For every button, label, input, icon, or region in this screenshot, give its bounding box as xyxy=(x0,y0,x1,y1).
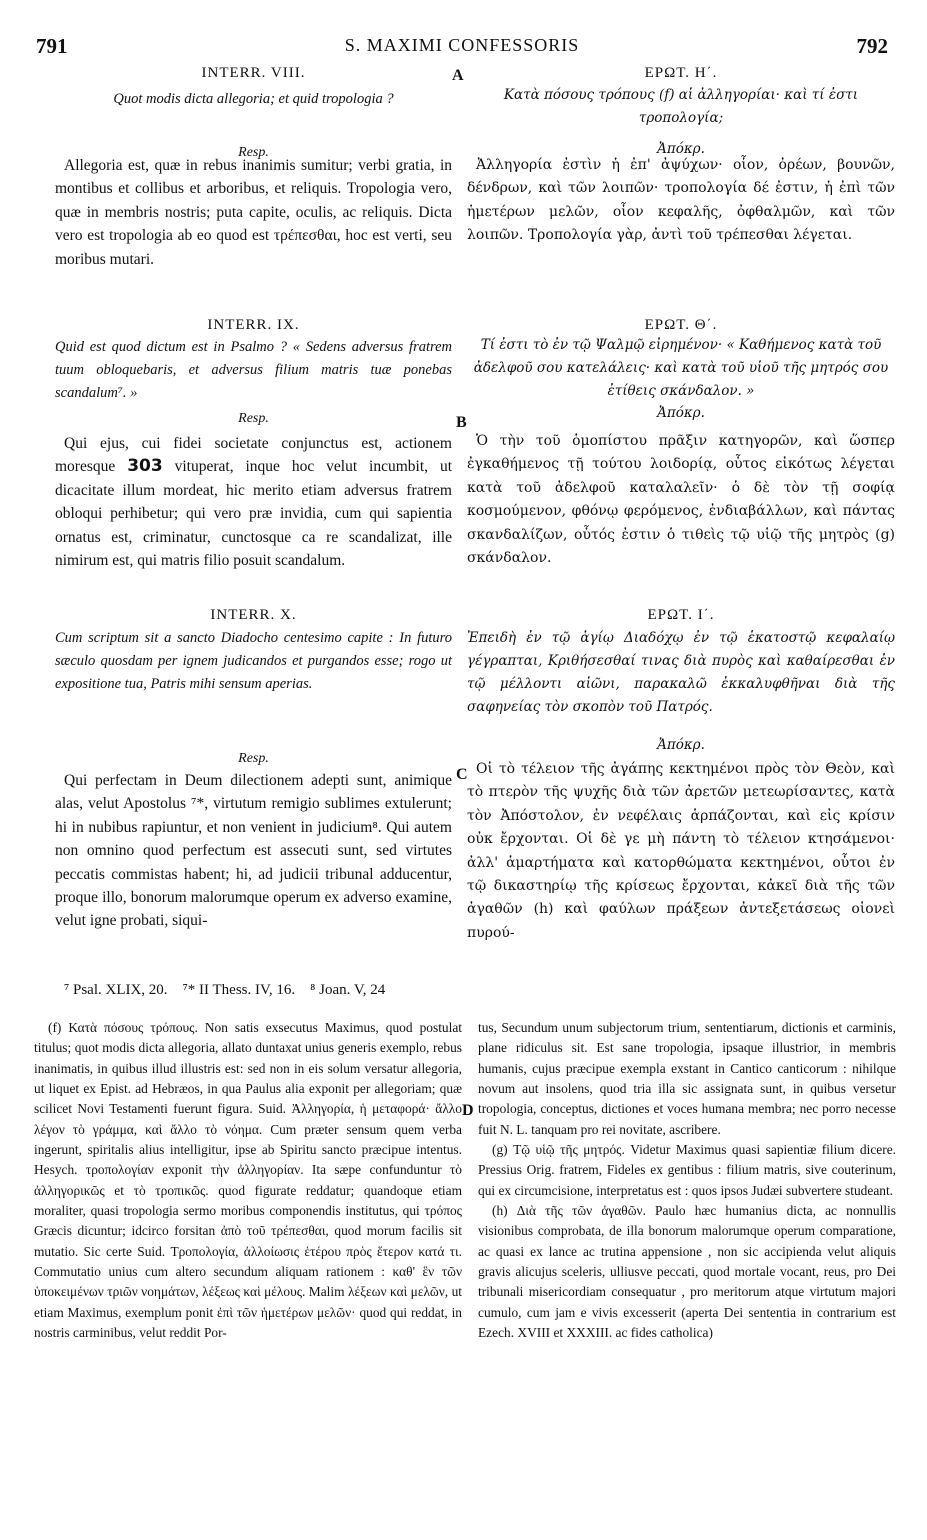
footnote-7: ⁷ Psal. XLIX, 20. xyxy=(64,982,168,998)
latin-body-9 xyxy=(55,432,452,572)
latin-heading-8: INTERR. VIII. xyxy=(201,65,306,81)
greek-question-10: Ἐπειδὴ ἐν τῷ ἁγίῳ Διαδόχῳ ἐν τῷ ἑκατοστῷ κεφαλαίῳ γέγραπται, Κριθήσεσθαί τινας διὰ πυρὸς καὶ καθαίρεσθαι ἐν τῷ μέλλοντι αἰῶνι, παρακαλῶ ἐκκαλυφθῆναι διὰ τῆς σαφηνείας τὸν σκοπὸν τοῦ Πατρός. xyxy=(467,630,895,715)
notes-left-column xyxy=(34,1018,462,1344)
marker-a: A xyxy=(452,67,464,84)
greek-question-9: Τί ἐστι τὸ ἐν τῷ Ψαλμῷ εἰρημένον· « Καθήμενος κατὰ τοῦ ἀδελφοῦ σου κατελάλεις· καὶ κατὰ τοῦ υἱοῦ τῆς μητρός σου ἐτίθεις σκάνδαλον. » xyxy=(473,337,889,399)
latin-body-8: Allegoria est, quæ in rebus inanimis sumitur; verbi gratia, in montibus et collibus et arboribus, et reliquis. Tropologia vero, quæ in membris nostris; puta capite, oculis, ac reliquis. Dicta vero est tropologia ab eo quod est τρέπεσθαι, hoc est verti, seu moribus mutari. xyxy=(55,157,452,268)
greek-resp-label-10: Ἀπόκρ. xyxy=(657,737,705,753)
greek-heading-10: ΕΡΩΤ. Ι΄. xyxy=(647,607,715,623)
note-f: (f) Κατὰ πόσους τρόπους. Non satis exsecutus Maximus, quod postulat titulus; quot modis dicta allegoria, allato duntaxat unius generis exemplo, rebus inanimatis, in quibus illud illustris est: sed non in eis solum versatur allegoria, ut liquet ex Epist. ad Hebræos, in qua Paulus alia exponit per allegoriam; quæ scilicet Novi Testamenti fuerunt figura. Suid. Ἀλληγορία, ἡ μεταφορά· ἄλλο λέγον τὸ γράμμα, καὶ ἄλλο τὸ νόημα. Cum præter sensum quem verba ingerunt, spiritalis alius intelligitur, ipse ab Spiritu sancto præcipue intentus. Hesych. τροπολογίαν exponit τὴν ἀλληγορίαν. Ita sæpe confunduntur τὸ ἀλληγορικῶς et τὸ τροπικῶς. quod figurate reddatur; quandoque etiam moraliter, quasi tropologia sermo moribus componendis institutus, qui τρόπος Græcis dicuntur; idcirco forsitan ἀπὸ τοῦ τρέπεσθαι, quod morum facilis sit mutatio. Sic certe Suid. Τροπολογία, ἀλλοίωσις ἑτέρου πρὸς ἕτερον κατά τι. Commutatio unius cum altero secundum aliquam rationem : καθ' ἓν τῶν ὑποκειμένων τριῶν νοημάτων, λέξεως καὶ μέλους. Malim λέξεων καὶ μελῶν, ut etiam Maximus, exemplum ponit ἐπὶ τῶν ἡμετέρων μελῶν· quod qui reddat, in nostris carminibus, velut reddit Por- xyxy=(34,1020,462,1341)
latin-resp-label-8: Resp. xyxy=(238,145,269,160)
latin-heading-9: INTERR. IX. xyxy=(207,317,300,333)
greek-heading-9: ΕΡΩΤ. Θ΄. xyxy=(644,317,718,333)
note-g: (g) Τῷ υἱῷ τῆς μητρός. Videtur Maximus quasi sapientiæ filium dicere. Pressius Orig. fratrem, Fideles ex gentibus : filium matris, sive couterinum, qui ex circumcisione, interpretatus est : quos ipsos Judæi subvertere studeant. xyxy=(478,1142,896,1198)
marker-b: B xyxy=(456,414,467,431)
latin-question-10: Cum scriptum sit a sancto Diadocho centesimo capite : In futuro sæculo quosdam per ignem judicandos et purgandos esse; rogo ut expositione tua, Patris mihi sensum aperias. xyxy=(55,630,452,692)
greek-body-10: Οἱ τὸ τέλειον τῆς ἀγάπης κεκτημένοι πρὸς τὸν Θεὸν, καὶ τὸ πτερὸν τῆς ψυχῆς διὰ τῶν ἀρετῶν μετεωρίσαντες, κατὰ τὸν Ἀπόστολον, ἐν νεφέλαις ἁρπάζονται, καὶ εἰς κρίσιν οὐκ ἔρχονται. Οἱ δὲ γε μὴ πάντη τὸ τέλειον κτησάμενοι· ἀλλ' ἁμαρτήματα καὶ κατορθώματα κεκτημένοι, οὗτοι ἐν τῷ δικαστηρίῳ τῆς κρίσεως ἔρχονται, κἀκεῖ διὰ τῆς τῶν ἀγαθῶν (h) καὶ φαύλων πράξεων ἀντεξετάσεως οἱονεὶ πυρού- xyxy=(467,761,895,941)
latin-body-9-end: vituperat, inque hoc velut incumbit, ut dicacitate illum mordeat, hic merito etiam adversus fratrem obloqui perhibetur; qui vero præ invidia, cum qui sapientia ornatus est, criminatur, cunctosque ca re scandalizat, ille nimirum est, qui matris filio posuit scandalum. xyxy=(55,458,453,570)
latin-body-9-start: Qui ejus, cui fidei societate conjunctus est, actionem moresque xyxy=(55,435,452,476)
latin-resp-label-9: Resp. xyxy=(238,411,269,426)
footnote-7a: ⁷* II Thess. IV, 16. xyxy=(182,982,296,998)
page-number-left: 791 xyxy=(36,34,68,58)
greek-heading-8: ΕΡΩΤ. Η΄. xyxy=(644,65,718,81)
greek-question-8: Κατὰ πόσους τρόπους (f) αἱ ἀλληγορίαι· καὶ τί ἐστι τροπολογία; xyxy=(503,87,859,126)
latin-resp-label-10: Resp. xyxy=(238,751,269,766)
running-title: S. MAXIMI CONFESSORIS xyxy=(344,35,580,55)
greek-resp-label-8: Ἀπόκρ. xyxy=(657,141,705,157)
latin-heading-10: INTERR. X. xyxy=(210,607,297,623)
marker-c: C xyxy=(456,766,468,783)
notes-right-column xyxy=(478,1018,896,1344)
running-head xyxy=(36,34,888,60)
greek-resp-label-9: Ἀπόκρ. xyxy=(657,405,705,421)
latin-question-9: Quid est quod dictum est in Psalmo ? « Sedens adversus fratrem tuum obloquebaris, et adversus filium matris tuæ ponebas scandalum⁷. » xyxy=(55,339,452,401)
note-f-continued: tus, Secundum unum subjectorum trium, sententiarum, dictionis et carminis, plane ridiculus sit. Est sane tropologia, ipsaque illustrior, in membris humanis, cujus præcipue exempla exstant in Cantico canticorum : nihilque novum aut insolens, quod tria illa sic assignata sunt, in quibus versetur tropologia, conceptus, dictiones et voces humana membra; nec porro necesse fuit N. L. tanquam pro rei novitate, ascribere. xyxy=(478,1020,896,1137)
latin-body-10: Qui perfectam in Deum dilectionem adepti sunt, animique alas, velut Apostolus ⁷*, virtutum remigio sublimes extulerunt; hi in nubibus rapiuntur, et non venient in judicium⁸. Qui autem non omnino quod perfectum est assecuti sunt, sed virtutes peccatis commistas habent; hi, ad judicii tribunal adducentur, proque illo, bonorum malorumque operum ex adverso examine, velut igne probati, siqui- xyxy=(55,772,452,930)
marker-d: D xyxy=(462,1102,474,1119)
greek-body-8: Ἀλληγορία ἐστὶν ἡ ἐπ' ἀψύχων· οἷον, ὀρέων, βουνῶν, δένδρων, καὶ τῶν λοιπῶν· τροπολογία δέ ἐστιν, ἡ ἐπὶ τῶν ἡμετέρων μελῶν, οἷον κεφαλῆς, ὀφθαλμῶν, καὶ τῶν λοιπῶν. Τροπολογία γὰρ, ἀντὶ τοῦ τρέπεσθαι λέγεται. xyxy=(467,157,895,244)
note-h: (h) Διὰ τῆς τῶν ἀγαθῶν. Paulo hæc humanius dicta, ac nonnullis visionibus comprobata, de illa bonorum malorumque operum comparatione, ac quasi ex lance ac trutina appensione , non sic accipienda velut aliquis gravis alicujus sceleris, ulliusve peccati, quod mortale vocant, reus, pro Dei tribunali misericordiam consequatur , pro meritorum atque virtutum majori cumulo, cum jam e vivis excesserit (aperta Dei sententia in contrarium est Ezech. XVIII et XXXIII. ac fides catholica) xyxy=(478,1203,896,1341)
page-reference: 303 xyxy=(127,456,163,477)
latin-question-8: Quot modis dicta allegoria; et quid tropologia ? xyxy=(113,91,394,107)
greek-body-9: Ὁ τὴν τοῦ ὁμοπίστου πρᾶξιν κατηγορῶν, καὶ ὥσπερ ἐγκαθήμενος τῇ τούτου λοιδορίᾳ, οὗτος εἰκότως λέγεται κατὰ τοῦ ἀδελφοῦ καταλαλεῖν· ὁ δὲ τὸν τῇ σοφίᾳ κοσμούμενον, φθόνῳ φερόμενος, ἐνδιαβάλλων, καὶ πάντας σκανδαλίζων, οὗτός ἐστιν ὁ τιθεὶς τῷ υἱῷ τῆς μητρὸς (g) σκάνδαλον. xyxy=(467,433,895,567)
page-number-right: 792 xyxy=(856,34,888,58)
footnotes xyxy=(64,982,484,999)
footnote-8: ⁸ Joan. V, 24 xyxy=(310,982,386,998)
